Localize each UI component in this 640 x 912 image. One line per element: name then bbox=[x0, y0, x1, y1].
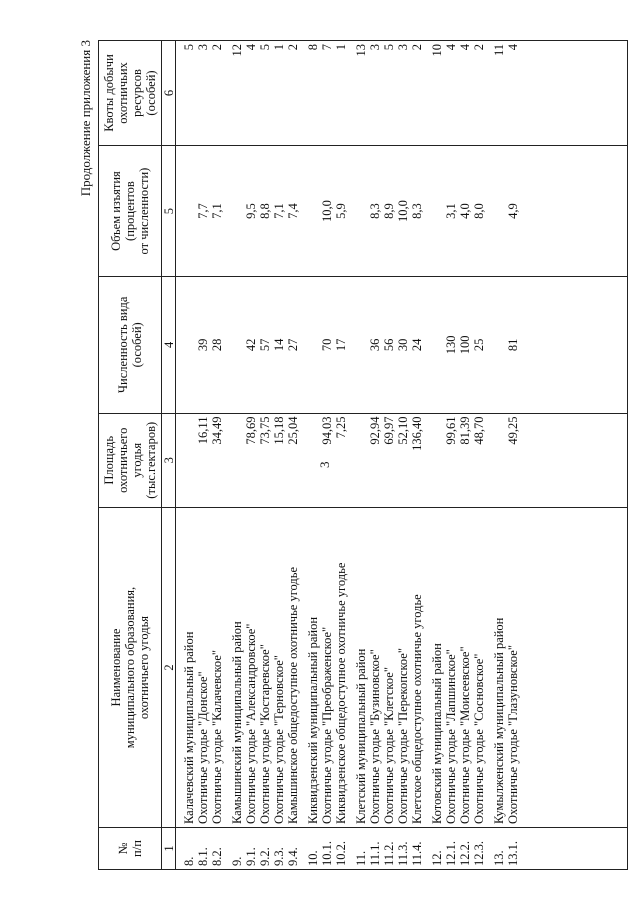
row-volume bbox=[182, 149, 196, 273]
row-num: 12.3. bbox=[472, 841, 486, 866]
row-area: 94,03 bbox=[320, 416, 334, 445]
row-name: Клетское общедоступное охотничье угодье bbox=[410, 594, 424, 825]
row-name: Охотничье угодье "Донское" bbox=[196, 671, 210, 825]
row-quota: 3 bbox=[196, 44, 210, 51]
row-area: 81,39 bbox=[458, 416, 472, 445]
row-quota: 2 bbox=[286, 44, 300, 51]
row-num: 12.2. bbox=[458, 841, 472, 866]
row-area: 49,25 bbox=[506, 416, 520, 445]
row-volume: 8,3 bbox=[368, 203, 382, 219]
row-area: 78,69 bbox=[244, 416, 258, 445]
row-name: Котовский муниципальный район bbox=[430, 643, 444, 825]
row-quota: 5 bbox=[182, 44, 196, 51]
row-count: 17 bbox=[334, 338, 348, 352]
row-num: 12. bbox=[430, 850, 444, 866]
header-row bbox=[99, 41, 162, 870]
row-count: 28 bbox=[210, 338, 224, 352]
row-num: 10.2. bbox=[334, 841, 348, 866]
row-name: Охотничье угодье "Костаревское" bbox=[258, 644, 272, 825]
header-quota: Квоты добычи охотничьих ресурсов (особей) bbox=[99, 41, 162, 146]
row-quota: 1 bbox=[334, 44, 348, 51]
row-count bbox=[306, 280, 320, 409]
row-num: 8. bbox=[182, 856, 196, 866]
header-volume: Объем изъятия (процентов от численности) bbox=[99, 145, 162, 276]
row-name: Калачевский муниципальный район bbox=[182, 631, 196, 825]
row-name: Охотничье угодье "Сосновское" bbox=[472, 653, 486, 825]
row-count bbox=[492, 280, 506, 409]
row-quota: 5 bbox=[258, 44, 272, 51]
row-num: 9.1. bbox=[244, 847, 258, 866]
row-volume: 8,3 bbox=[410, 203, 424, 219]
row-count: 100 bbox=[458, 335, 472, 355]
rotated-sheet bbox=[78, 40, 628, 870]
column-number: 1 bbox=[162, 828, 176, 870]
row-volume bbox=[354, 149, 368, 273]
row-volume: 7,7 bbox=[196, 203, 210, 219]
row-volume: 9,5 bbox=[244, 203, 258, 219]
column-number: 3 bbox=[162, 413, 176, 507]
row-area: 15,18 bbox=[272, 416, 286, 445]
row-area: 34,49 bbox=[210, 416, 224, 445]
column-number-row bbox=[162, 41, 176, 870]
column-number: 2 bbox=[162, 507, 176, 827]
row-quota: 10 bbox=[430, 44, 444, 57]
row-count: 24 bbox=[410, 338, 424, 352]
row-area: 7,25 bbox=[334, 416, 348, 439]
header-count: Численность вида (особей) bbox=[99, 277, 162, 413]
row-quota: 4 bbox=[444, 44, 458, 51]
quota-table bbox=[98, 40, 628, 870]
row-area bbox=[354, 417, 368, 504]
row-area: 136,40 bbox=[410, 416, 424, 451]
row-volume: 7,1 bbox=[272, 203, 286, 219]
row-area: 16,11 bbox=[196, 416, 210, 445]
row-quota: 2 bbox=[210, 44, 224, 51]
row-area: 99,61 bbox=[444, 416, 458, 445]
row-num: 13.1. bbox=[506, 841, 520, 866]
row-count: 27 bbox=[286, 338, 300, 352]
row-quota: 5 bbox=[382, 44, 396, 51]
row-count: 56 bbox=[382, 338, 396, 352]
row-count: 42 bbox=[244, 338, 258, 352]
row-area: 69,97 bbox=[382, 416, 396, 445]
row-num: 9.3. bbox=[272, 847, 286, 866]
row-quota: 12 bbox=[230, 44, 244, 57]
row-quota: 4 bbox=[244, 44, 258, 51]
row-volume: 4,0 bbox=[458, 203, 472, 219]
row-volume bbox=[306, 149, 320, 273]
row-num: 12.1. bbox=[444, 841, 458, 866]
continuation-label: Продолжение приложения 3 bbox=[78, 40, 93, 197]
row-area: 52,10 bbox=[396, 416, 410, 445]
row-quota: 4 bbox=[458, 44, 472, 51]
row-count: 30 bbox=[396, 338, 410, 352]
row-num: 11.1. bbox=[368, 841, 382, 866]
row-count: 81 bbox=[506, 338, 520, 352]
row-num: 11.3. bbox=[396, 841, 410, 866]
row-num: 10. bbox=[306, 850, 320, 866]
row-name: Охотничье угодье "Преображенское" bbox=[320, 626, 334, 825]
row-area bbox=[306, 417, 320, 504]
row-area: 25,04 bbox=[286, 416, 300, 445]
col-volume-cell bbox=[176, 145, 628, 276]
header-num: № п/п bbox=[99, 828, 162, 870]
row-num: 9. bbox=[230, 856, 244, 866]
row-name: Камышинский муниципальный район bbox=[230, 621, 244, 825]
row-count bbox=[354, 280, 368, 409]
row-num: 11. bbox=[354, 850, 368, 866]
row-quota: 13 bbox=[354, 44, 368, 57]
column-number: 6 bbox=[162, 41, 176, 146]
row-volume: 8,9 bbox=[382, 203, 396, 219]
row-count: 70 bbox=[320, 338, 334, 352]
row-area: 92,94 bbox=[368, 416, 382, 445]
row-num: 8.2. bbox=[210, 847, 224, 866]
row-name: Охотничье угодье "Моисеевское" bbox=[458, 646, 472, 825]
row-num: 11.2. bbox=[382, 841, 396, 866]
row-name: Киквидзенский муниципальный район bbox=[306, 616, 320, 825]
row-num: 9.4. bbox=[286, 847, 300, 866]
row-quota: 2 bbox=[410, 44, 424, 51]
row-name: Охотничье угодье "Калачевское" bbox=[210, 650, 224, 825]
row-count: 14 bbox=[272, 338, 286, 352]
col-num-cell bbox=[176, 828, 628, 870]
row-volume: 3,1 bbox=[444, 203, 458, 219]
col-name-cell bbox=[176, 507, 628, 827]
column-number: 4 bbox=[162, 277, 176, 413]
row-name: Охотничье угодье "Перекопское" bbox=[396, 648, 410, 825]
row-area bbox=[492, 417, 506, 504]
row-volume: 10,0 bbox=[320, 200, 334, 222]
row-area bbox=[182, 417, 196, 504]
row-quota: 2 bbox=[472, 44, 486, 51]
row-count: 39 bbox=[196, 338, 210, 352]
row-volume: 8,8 bbox=[258, 203, 272, 219]
header-area: Площадь охотничьего угодья (тыс.гектаров) bbox=[99, 413, 162, 507]
row-num: 13. bbox=[492, 850, 506, 866]
row-num: 11.4. bbox=[410, 841, 424, 866]
row-count bbox=[182, 280, 196, 409]
row-quota: 8 bbox=[306, 44, 320, 51]
row-count: 25 bbox=[472, 338, 486, 352]
row-quota: 3 bbox=[368, 44, 382, 51]
row-count: 36 bbox=[368, 338, 382, 352]
row-volume: 4,9 bbox=[506, 203, 520, 219]
row-volume bbox=[230, 149, 244, 273]
col-count-cell bbox=[176, 277, 628, 413]
row-volume: 10,0 bbox=[396, 200, 410, 222]
row-volume: 8,0 bbox=[472, 203, 486, 219]
row-quota: 7 bbox=[320, 44, 334, 51]
row-volume: 5,9 bbox=[334, 203, 348, 219]
row-volume: 7,4 bbox=[286, 203, 300, 219]
page-number: 3 bbox=[317, 461, 332, 468]
column-number: 5 bbox=[162, 145, 176, 276]
row-name: Охотничье угодье "Александровское" bbox=[244, 623, 258, 825]
row-name: Охотничье угодье "Клетское" bbox=[382, 667, 396, 825]
row-name: Охотничье угодье "Глазуновское" bbox=[506, 645, 520, 825]
row-name: Охотничье угодье "Лапшинское" bbox=[444, 649, 458, 825]
row-count: 130 bbox=[444, 335, 458, 355]
row-volume bbox=[492, 149, 506, 273]
col-quota-cell bbox=[176, 41, 628, 146]
row-name: Клетский муниципальный район bbox=[354, 648, 368, 825]
row-area bbox=[430, 417, 444, 504]
row-quota: 3 bbox=[396, 44, 410, 51]
row-name: Охотничье угодье "Терновское" bbox=[272, 655, 286, 825]
row-name: Киквидзенское общедоступное охотничье угодье bbox=[334, 562, 348, 825]
row-name: Камышинское общедоступное охотничье угодье bbox=[286, 566, 300, 825]
row-volume bbox=[430, 149, 444, 273]
row-area bbox=[230, 417, 244, 504]
row-quota: 4 bbox=[506, 44, 520, 51]
table-body-row bbox=[176, 41, 628, 870]
header-name: Наименование муниципального образования, охотничьего угодья bbox=[99, 507, 162, 827]
row-count: 57 bbox=[258, 338, 272, 352]
row-num: 10.1. bbox=[320, 841, 334, 866]
row-quota: 11 bbox=[492, 44, 506, 57]
row-count bbox=[230, 280, 244, 409]
row-volume: 7,1 bbox=[210, 203, 224, 219]
row-name: Охотничье угодье "Бузиновское" bbox=[368, 649, 382, 825]
row-area: 48,70 bbox=[472, 416, 486, 445]
row-num: 9.2. bbox=[258, 847, 272, 866]
col-area-cell bbox=[176, 413, 628, 507]
row-area: 73,75 bbox=[258, 416, 272, 445]
row-name: Кумылженский муниципальный район bbox=[492, 617, 506, 825]
row-count bbox=[430, 280, 444, 409]
row-quota: 1 bbox=[272, 44, 286, 51]
row-num: 8.1. bbox=[196, 847, 210, 866]
